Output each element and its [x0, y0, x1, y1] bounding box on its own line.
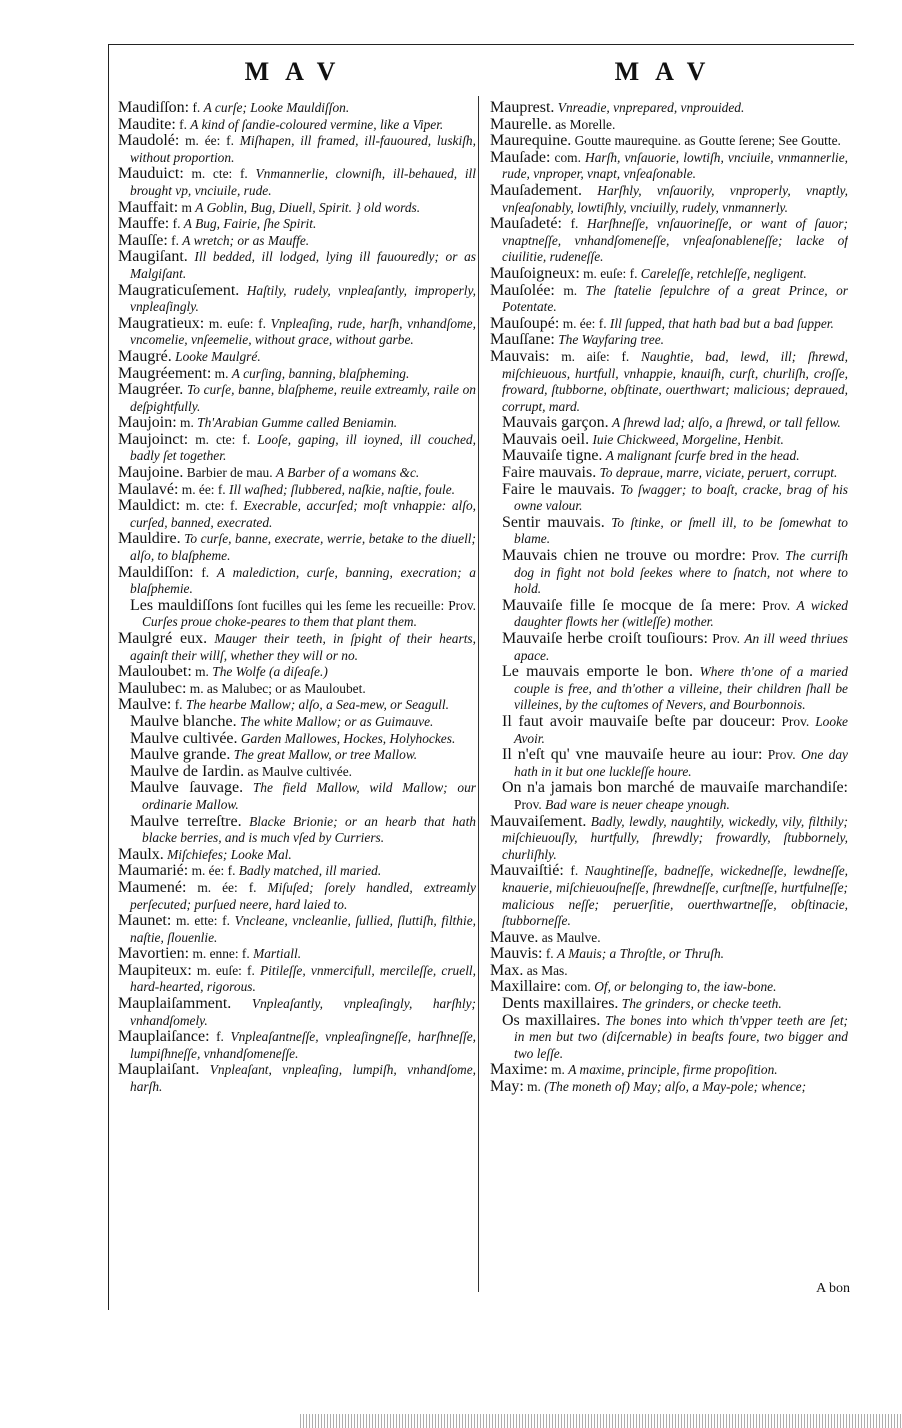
entry-translation: Miſchiefes; Looke Mal. [167, 846, 292, 862]
entry-translation: Harſhneſſe, vnſauorineſſe, or want of ſauor; vnaptneſſe, vnhandſomeneſſe, vnſeaſonableneſſe; lacke of ciuilitie, rudeneſſe. [502, 216, 848, 265]
entry-translation: Vnpleaſantneſſe, vnpleaſingneſſe, harſhneſſe, lumpiſhneſſe, vnhandſomeneſſe. [130, 1029, 476, 1061]
dictionary-entry [490, 996, 848, 1013]
entry-grammar: m [181, 199, 192, 215]
entry-headword: Faire mauvais. [502, 464, 597, 482]
entry-grammar: f. [570, 863, 579, 879]
entry-translation: A curſe; Looke Mauldiſſon. [203, 100, 350, 115]
entry-grammar: m. as Malubec; or as Mauloubet. [189, 680, 366, 696]
entry-headword: Il n'eſt qu' vne mauvaiſe heure au iour: [502, 746, 763, 764]
entry-translation: Vnpleaſantly, vnpleaſingly, harſhly; vnhandſomely. [130, 996, 476, 1028]
dictionary-entry [118, 216, 476, 233]
entry-headword: Os maxillaires. [502, 1011, 601, 1029]
entry-headword: Maxime: [490, 1061, 548, 1079]
entry-grammar: m. cte: f. [191, 166, 248, 182]
dictionary-entry [490, 814, 848, 864]
entry-translation: Miſuſed; ſorely handled, extreamly perſecuted; purſued neere, hard laied to. [130, 879, 476, 912]
entry-grammar: as Maulve. [541, 929, 601, 945]
dictionary-entry [118, 714, 476, 731]
dictionary-entry [490, 598, 848, 631]
entry-grammar: ſont fucilles qui les ſeme les recueille: Prov. [237, 597, 476, 613]
entry-translation: The grinders, or checke teeth. [621, 996, 782, 1012]
entry-headword: On n'a jamais bon marché de mauvaiſe marchandiſe: [502, 779, 848, 797]
entry-grammar: m. ée: f. [197, 879, 257, 895]
entry-headword: Faire le mauvais. [502, 480, 616, 498]
entry-translation: Ill bedded, ill lodged, lying ill fauouredly; or as Malgiſant. [130, 249, 476, 281]
dictionary-entry [490, 979, 848, 996]
entry-translation: Th'Arabian Gumme called Beniamin. [197, 415, 398, 431]
entry-grammar: f. [174, 697, 183, 713]
entry-headword: May: [490, 1078, 524, 1096]
entry-headword: Mauplaiſance: [118, 1028, 210, 1046]
dictionary-entry [118, 731, 476, 748]
entry-translation: The hearbe Mallow; alſo, a Sea-mew, or Seagull. [185, 697, 449, 713]
dictionary-entry [118, 664, 476, 681]
right-column [490, 100, 848, 1300]
page-frame-left [108, 44, 109, 1310]
entry-headword: Sentir mauvais. [502, 513, 605, 531]
dictionary-entry [118, 565, 476, 598]
dictionary-entry [118, 996, 476, 1029]
dictionary-entry [490, 266, 848, 283]
entry-translation: Looke Maulgré. [175, 348, 261, 364]
entry-headword: Mauvaiſement. [490, 812, 587, 830]
entry-translation: The Wolfe (a diſeaſe.) [212, 664, 328, 680]
entry-translation: An ill weed thriues apace. [514, 631, 848, 663]
catchword: A bon [816, 1281, 850, 1296]
entry-grammar: com. [554, 149, 581, 165]
dictionary-entry [118, 631, 476, 664]
dictionary-entry [118, 946, 476, 963]
dictionary-entry [118, 382, 476, 415]
entry-translation: To curſe, banne, blaſpheme, reuile extreamly, raile on deſpightfully. [130, 382, 476, 414]
entry-headword: Mauvais chien ne trouve ou mordre: [502, 547, 746, 565]
entry-headword: Mauduict: [118, 165, 184, 183]
dictionary-entry [118, 913, 476, 946]
entry-headword: Maurelle. [490, 115, 552, 133]
entry-translation: To depraue, marre, viciate, peruert, corrupt. [599, 465, 838, 481]
entry-grammar: m. euſe: f. [583, 265, 638, 281]
dictionary-entry [490, 117, 848, 134]
entry-translation: Miſhapen, ill framed, ill-fauoured, luskiſh, without proportion. [130, 133, 476, 165]
entry-headword: Mavortien: [118, 945, 190, 963]
dictionary-entry [118, 415, 476, 432]
dictionary-entry [490, 283, 848, 316]
entry-headword: Maudolé: [118, 132, 180, 150]
dictionary-entry [118, 780, 476, 813]
entry-grammar: m. cte: f. [195, 431, 251, 447]
entry-headword: Mauvais oeil. [502, 430, 590, 448]
dictionary-entry [490, 548, 848, 598]
entry-translation: The white Mallow; or as Guimauve. [239, 713, 434, 729]
dictionary-entry [118, 531, 476, 564]
dictionary-entry [490, 183, 848, 216]
dictionary-entry [118, 166, 476, 199]
dictionary-entry [118, 283, 476, 316]
dictionary-entry [118, 366, 476, 383]
dictionary-entry [490, 432, 848, 449]
running-head-right: MAV [614, 57, 722, 86]
entry-translation: Careleſſe, retchleſſe, negligent. [640, 265, 807, 281]
entry-translation: Martiall. [253, 946, 302, 962]
entry-headword: Maulve de Iardin. [130, 762, 245, 780]
dictionary-entry [490, 714, 848, 747]
entry-headword: Maulve blanche. [130, 712, 237, 730]
entry-translation: To curſe, banne, execrate, werrie, betake to the diuell; alſo, to blaſpheme. [130, 531, 476, 564]
dictionary-entry [490, 930, 848, 947]
entry-grammar: Prov. [712, 631, 741, 646]
entry-translation: A maxime, principle, firme propoſition. [568, 1062, 778, 1078]
entry-translation: A wretch; or as Mauffe. [182, 232, 310, 248]
entry-headword: Maulve terreſtre. [130, 812, 242, 830]
dictionary-entry [490, 946, 848, 963]
dictionary-entry [490, 415, 848, 432]
entry-grammar: f. [545, 946, 554, 962]
entry-headword: Mauvaiſe fille ſe mocque de ſa mere: [502, 596, 756, 614]
dictionary-entry [118, 200, 476, 217]
dictionary-entry [118, 963, 476, 996]
entry-headword: Mauvais garçon. [502, 414, 609, 432]
entry-headword: Il faut avoir mauvaiſe beſte par douceur: [502, 712, 776, 730]
entry-grammar: Goutte maurequine. as Goutte ſerene; See Goutte. [574, 133, 841, 149]
dictionary-entry [490, 133, 848, 150]
dictionary-entry [118, 764, 476, 781]
dictionary-entry [490, 216, 848, 266]
entry-grammar: m. [527, 1079, 541, 1095]
dictionary-entry [118, 117, 476, 134]
entry-headword: Maugraticuſement. [118, 281, 240, 299]
dictionary-entry [118, 847, 476, 864]
entry-translation: Badly, lewdly, naughtily, wickedly, vily, filthily; miſchieuouſly, hurtfully, ſhrewdly; frowardly, ſtubbornely, churliſhly. [502, 813, 848, 862]
entry-translation: Badly matched, ill maried. [238, 863, 382, 879]
entry-headword: Dents maxillaires. [502, 995, 619, 1013]
dictionary-entry [118, 814, 476, 847]
column-divider [478, 96, 479, 1292]
entry-translation: Looſe, gaping, ill ioyned, ill couched, badly ſet together. [130, 431, 476, 464]
entry-grammar: Prov. [767, 747, 796, 763]
entry-translation: Blacke Brionie; or an hearb that hath blacke berries, and is much vſed by Curriers. [142, 813, 476, 846]
entry-headword: Maurequine. [490, 132, 572, 150]
dictionary-entry [118, 1029, 476, 1062]
entry-headword: Maupiteux: [118, 961, 192, 979]
scan-edge-strip [300, 1414, 902, 1428]
dictionary-entry [118, 316, 476, 349]
entry-headword: Mauffe: [118, 215, 170, 233]
dictionary-entry [490, 349, 848, 415]
dictionary-entry [490, 515, 848, 548]
entry-headword: Maulve grande. [130, 746, 231, 764]
entry-headword: Mauvaiſe tigne. [502, 447, 603, 465]
entry-headword: Maugré. [118, 347, 172, 365]
entry-headword: Mauſadement. [490, 181, 582, 199]
entry-grammar: m. ée: f. [181, 481, 226, 497]
entry-grammar: m. [551, 1062, 565, 1078]
entry-grammar: m. [214, 365, 229, 381]
entry-grammar: Prov. [514, 796, 542, 812]
entry-grammar: f. [171, 232, 179, 248]
entry-translation: Vncleane, vncleanlie, ſullied, ſluttiſh, filthie, naſtie, ſlouenlie. [130, 913, 476, 945]
entry-translation: To ſwagger; to boaſt, cracke, brag of his owne valour. [514, 481, 848, 514]
dictionary-entry [490, 631, 848, 664]
entry-headword: Maujoin: [118, 414, 177, 432]
entry-translation: A curſing, banning, blaſpheming. [231, 365, 410, 381]
entry-headword: Mauſſe: [118, 231, 168, 249]
entry-grammar: Barbier de mau. [186, 465, 273, 481]
dictionary-entry [490, 465, 848, 482]
left-column [118, 100, 476, 1300]
entry-translation: A Bug, Fairie, ſhe Spirit. [183, 216, 317, 232]
entry-translation: Where th'one of a maried couple is free, and th'other a villeine, their children ſhall be villeines, by the cuſtomes of Nevers, and Bourbonnois. [514, 664, 848, 713]
entry-translation: The curriſh dog in fight not bold ſeekes where to ſnatch, not where to hold. [514, 548, 848, 597]
entry-translation: Haſtily, rudely, vnpleaſantly, improperly, vnpleaſingly. [130, 282, 476, 315]
entry-translation: A ſhrewd lad; alſo, a ſhrewd, or tall fellow. [612, 415, 841, 431]
entry-grammar: m. [180, 415, 194, 431]
dictionary-entry [490, 1062, 848, 1079]
entry-headword: Mauſadeté: [490, 215, 562, 233]
entry-headword: Mauvais: [490, 347, 550, 365]
dictionary-entry [118, 498, 476, 531]
entry-headword: Maulx. [118, 845, 164, 863]
entry-translation: Curſes proue choke-peares to them that plant them. [142, 614, 417, 630]
dictionary-entry [118, 863, 476, 880]
entry-grammar: com. [564, 979, 591, 995]
entry-translation: Iuie Chickweed, Morgeline, Henbit. [592, 431, 784, 447]
entry-headword: Max. [490, 961, 524, 979]
entry-translation: Harſh, vnſauorie, lowtiſh, vnciuile, vnmannerlie, rude, vnproper, vnapt, vnſeaſonable. [502, 149, 848, 182]
entry-grammar: m. euſe: f. [208, 315, 266, 331]
dictionary-entry [118, 432, 476, 465]
entry-grammar: m. euſe: f. [196, 962, 255, 978]
entry-headword: Maudite: [118, 115, 176, 133]
dictionary-entry [490, 1079, 848, 1096]
entry-headword: Maulve cultivée. [130, 729, 238, 747]
entry-grammar: Prov. [762, 597, 791, 613]
entry-translation: (The moneth of) May; alſo, a May-pole; whence; [544, 1079, 807, 1095]
entry-grammar: m. [195, 664, 209, 680]
entry-headword: Les mauldiſſons [130, 596, 234, 614]
entry-translation: The field Mallow, wild Mallow; our ordinarie Mallow. [142, 780, 476, 812]
entry-headword: Mauplaiſamment. [118, 995, 232, 1013]
entry-headword: Mauſoigneux: [490, 264, 580, 282]
dictionary-entry [118, 681, 476, 698]
entry-grammar: f. [216, 1029, 224, 1045]
dictionary-entry [118, 233, 476, 250]
entry-headword: Maulve ſauvage. [130, 779, 244, 797]
dictionary-entry [490, 482, 848, 515]
dictionary-entry [118, 598, 476, 631]
entry-translation: The bones into which th'vpper teeth are ſet; in men but two (diſcernable) in beaſts foure, two bigger and two leſſe. [514, 1012, 848, 1061]
entry-headword: Mauſolée: [490, 281, 555, 299]
entry-translation: Mauger their teeth, in ſpight of their hearts, againſt their willſ, whether they will or no. [130, 631, 476, 663]
entry-translation: A wicked daughter flowts her (witleſſe) mother. [514, 597, 848, 630]
dictionary-entry [118, 697, 476, 714]
entry-headword: Mauſoupé: [490, 314, 560, 332]
dictionary-entry [118, 747, 476, 764]
dictionary-entry [490, 332, 848, 349]
entry-headword: Mauffait: [118, 198, 179, 216]
entry-translation: A Goblin, Bug, Diuell, Spirit. } old words. [195, 199, 421, 215]
entry-headword: Mauve. [490, 928, 539, 946]
entry-grammar: m. aiſe: f. [561, 348, 630, 364]
entry-translation: The great Mallow, or tree Mallow. [233, 747, 418, 763]
entry-headword: Maudiſſon: [118, 100, 190, 116]
entry-grammar: m. ée: f. [185, 133, 234, 149]
dictionary-entry [490, 448, 848, 465]
entry-translation: Vnpleaſant, vnpleaſing, lumpiſh, vnhandſome, harſh. [130, 1062, 476, 1095]
dictionary-entry [118, 482, 476, 499]
entry-headword: Mauloubet: [118, 663, 192, 681]
entry-translation: Looke Avoir. [514, 713, 848, 746]
entry-translation: Vnmannerlie, clowniſh, ill-behaued, ill brought vp, vnciuile, rude. [130, 166, 476, 198]
dictionary-entry [490, 100, 848, 117]
entry-translation: Naughtineſſe, badneſſe, wickedneſſe, lewdneſſe, knauerie, miſchieuouſneſſe, ſhrewdneſſe, curſtneſſe, hurtfulneſſe; malicious neſſe; peruerſitie, ouerthwartneſſe, obſtinacie, ſtubborneſſe. [502, 863, 848, 929]
entry-translation: A Mauis; a Throſtle, or Thruſh. [556, 946, 725, 962]
dictionary-entry [490, 150, 848, 183]
dictionary-entry [490, 747, 848, 780]
entry-headword: Mauprest. [490, 100, 555, 116]
entry-translation: A malediction, curſe, banning, execration; a blaſphemie. [130, 564, 476, 597]
entry-headword: Maulubec: [118, 679, 187, 697]
entry-headword: Mauldiſſon: [118, 563, 194, 581]
entry-headword: Maugréement: [118, 364, 212, 382]
entry-headword: Mauvaiſe herbe croiſt touſiours: [502, 630, 708, 647]
entry-translation: Naughtie, bad, lewd, ill; ſhrewd, miſchieuous, hurtfull, vnhappie, knauiſh, curſt, churliſh, croſſe, froward, ſtubborne, obſtinate, ouerthwart; malicious; depraued, corrupt, mard. [502, 348, 848, 414]
dictionary-entry [118, 465, 476, 482]
entry-headword: Mauvaiſtié: [490, 862, 564, 880]
entry-translation: A Barber of a womans &c. [275, 465, 420, 481]
entry-translation: Of, or belonging to, the iaw-bone. [594, 979, 777, 995]
entry-translation: A malignant ſcurfe bred in the head. [605, 448, 800, 464]
entry-headword: Maujoinct: [118, 430, 189, 448]
entry-headword: Mauſade: [490, 148, 551, 166]
dictionary-entry [490, 863, 848, 929]
entry-grammar: m. [563, 282, 578, 298]
entry-grammar: as Morelle. [555, 116, 616, 132]
entry-translation: Bad ware is neuer cheape ynough. [545, 796, 730, 812]
entry-translation: Harſhly, vnſauorily, vnproperly, vnaptly, vnſeaſonably, lowtiſhly, vnciuilly, rudely, vnmannerly. [502, 182, 848, 215]
entry-headword: Mauldire. [118, 530, 181, 548]
dictionary-entry [118, 1062, 476, 1095]
entry-headword: Maumarié: [118, 862, 189, 880]
entry-headword: Maunet: [118, 912, 172, 930]
dictionary-entry [118, 100, 476, 117]
entry-headword: Maulgré eux. [118, 630, 208, 647]
entry-grammar: f. [172, 216, 181, 232]
entry-grammar: f. [570, 216, 579, 232]
entry-headword: Maugratieux: [118, 314, 205, 332]
entry-translation: Garden Mallowes, Hockes, Holyhockes. [240, 730, 456, 746]
entry-translation: The Wayfaring tree. [558, 332, 664, 348]
entry-translation: One day hath in it but one luckleſſe houre. [514, 747, 848, 779]
dictionary-entry [490, 316, 848, 333]
entry-headword: Le mauvais emporte le bon. [502, 663, 694, 681]
entry-headword: Maugiſant. [118, 248, 188, 266]
entry-translation: Ill waſhed; ſlubbered, naſkie, naſtie, foule. [229, 481, 455, 497]
dictionary-entry [118, 249, 476, 282]
dictionary-entry [118, 133, 476, 166]
entry-headword: Maxillaire: [490, 978, 562, 996]
entry-grammar: Prov. [751, 548, 780, 564]
running-head-left: MAV [244, 57, 352, 86]
entry-grammar: Prov. [781, 713, 810, 729]
entry-headword: Maumené: [118, 878, 187, 896]
entry-headword: Mauſſane: [490, 331, 555, 349]
page-frame-top [108, 44, 854, 45]
dictionary-entry [118, 880, 476, 913]
entry-grammar: as Maulve cultivée. [247, 763, 353, 779]
entry-headword: Mauldict: [118, 497, 181, 515]
entry-grammar: m. cte: f. [185, 498, 238, 514]
entry-headword: Maujoine. [118, 464, 184, 482]
entry-headword: Mauvis: [490, 945, 543, 963]
entry-translation: Ill ſupped, that hath bad but a bad ſupper. [609, 315, 834, 331]
entry-grammar: as Mas. [526, 962, 568, 978]
entry-headword: Maugréer. [118, 381, 184, 399]
dictionary-entry [490, 780, 848, 813]
dictionary-entry [490, 963, 848, 980]
dictionary-entry [490, 664, 848, 714]
entry-translation: To ſtinke, or ſmell ill, to be ſomewhat to blame. [514, 514, 848, 547]
entry-headword: Mauplaiſant. [118, 1061, 200, 1079]
dictionary-entry [118, 349, 476, 366]
entry-headword: Maulve: [118, 696, 172, 714]
entry-translation: Execrable, accurſed; moſt vnhappie: alſo, curſed, banned, execrated. [130, 498, 476, 530]
entry-translation: The ſtatelie ſepulchre of a great Prince, or Potentate. [502, 282, 848, 315]
entry-translation: Pitileſſe, vnmercifull, mercileſſe, cruell, hard-hearted, rigorous. [130, 962, 476, 995]
entry-grammar: m. ée: f. [191, 863, 236, 879]
entry-translation: Vnreadie, vnprepared, vnprouided. [557, 100, 745, 115]
dictionary-entry [490, 1013, 848, 1063]
entry-grammar: f. [201, 564, 210, 580]
entry-grammar: f. [192, 100, 201, 115]
entry-grammar: m. ée: f. [562, 315, 607, 331]
entry-grammar: m. enne: f. [192, 946, 250, 962]
entry-translation: Vnpleaſing, rude, harſh, vnhandſome, vncomelie, vnſeemelie, without grace, without garbe. [130, 315, 476, 348]
entry-grammar: m. ette: f. [176, 913, 230, 929]
entry-headword: Maulavé: [118, 480, 179, 498]
entry-translation: A kind of ſandie-coloured vermine, like a Viper. [190, 116, 444, 132]
entry-grammar: f. [179, 116, 187, 132]
